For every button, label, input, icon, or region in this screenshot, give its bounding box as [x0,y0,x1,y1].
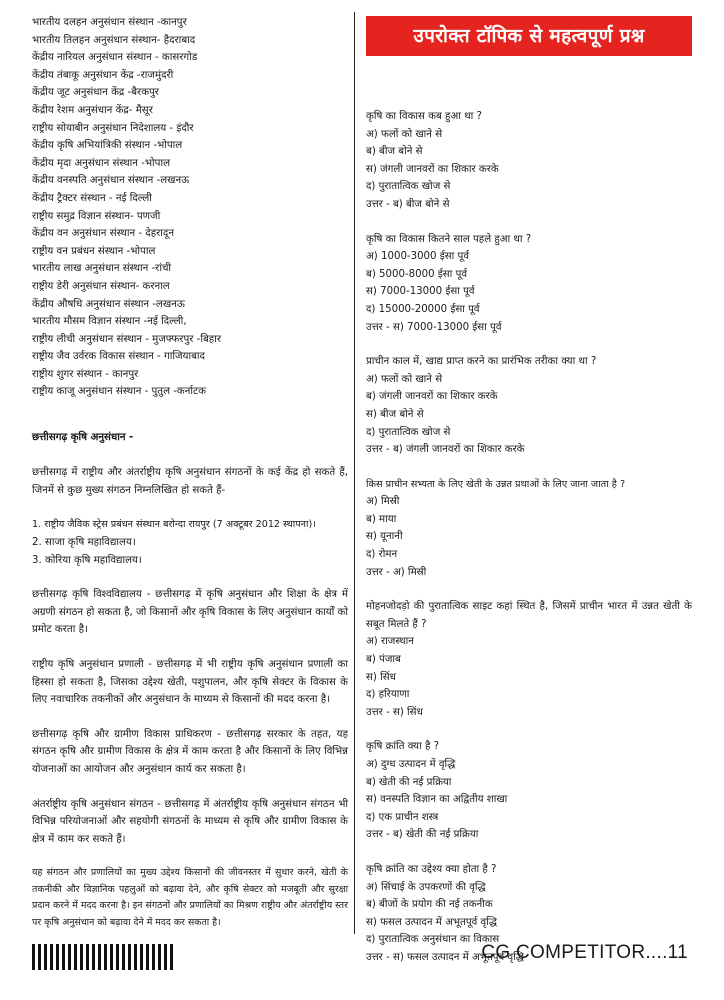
paragraph-cg-university: छत्तीसगढ़ कृषि विश्वविद्यालय - छत्तीसगढ़ में कृषि अनुसंधान और शिक्षा के क्षेत्र में अग्रणी संगठन हो सकता है, जो किसानों और कृषि विकास के लिए अनुसंधान कार्यों को प्रमोट करता है। [32,589,348,636]
option-item: स) जंगली जानवरों का शिकार करके [366,163,499,175]
answer-text: उत्तर - ब) बीज बोने से [366,198,450,210]
option-item: अ) राजस्थान [366,636,414,648]
option-item: अ) सिंचाई के उपकरणों की वृद्धि [366,881,486,893]
institute-item: केंद्रीय जूट अनुसंधान केंद्र -बैरकपुर [32,87,159,99]
option-item: स) 7000-13000 ईसा पूर्व [366,286,475,298]
question-block [366,231,692,337]
institute-item: भारतीय मौसम विज्ञान संस्थान -नई दिल्ली, [32,316,187,328]
institute-item: केंद्रीय ट्रैक्टर संस्थान - नई दिल्ली [32,192,152,204]
questions-banner: उपरोक्त टॉपिक से महत्वपूर्ण प्रश्न [366,16,692,56]
institute-list [32,14,348,401]
option-item: द) पुरातात्विक खोज से [366,181,451,193]
institute-item: राष्ट्रीय सोयाबीन अनुसंधान निदेशालय - इंदौर [32,122,194,134]
institute-item: राष्ट्रीय काजू अनुसंधान संस्थान - पुतुल -कर्नाटक [32,386,207,398]
intro-paragraph: छत्तीसगढ़ में राष्ट्रीय और अंतर्राष्ट्रीय कृषि अनुसंधान संगठनों के कई केंद्र हो सकते हैं, जिनमें से कुछ मुख्य संगठन निम्नलिखित हो सकते हैं- [32,467,348,496]
answer-text: उत्तर - स) फसल उत्पादन में अभूतपूर्व वृद्धि [366,951,524,963]
page-footer [0,936,724,996]
option-item: द) 15000-20000 ईसा पूर्व [366,303,480,315]
footer-page-label: CG COMPETITOR....11 [481,942,688,963]
answer-text: उत्तर - ब) खेती की नई प्रक्रिया [366,829,479,841]
option-item: ब) माया [366,513,397,525]
section-heading: छत्तीसगढ़ कृषि अनुसंधान - [32,431,134,443]
paragraph-rural-authority: छत्तीसगढ़ कृषि और ग्रामीण विकास प्राधिकरण - छत्तीसगढ़ सरकार के तहत, यह संगठन कृषि और ग्रामीण विकास के क्षेत्र में काम करता है और किसानों के लिए विभिन्न योजनाओं का आयोजन और अनुसंधान कार्य कर सकता है। [32,728,348,775]
question-text: कृषि क्रांति क्या है ? [366,741,440,753]
institute-item: राष्ट्रीय डेरी अनुसंधान संस्थान- करनाल [32,280,170,292]
column-divider [354,12,355,934]
question-block [366,353,692,459]
option-item: द) रोमन [366,549,398,561]
option-item: स) यूनानी [366,531,403,543]
list-item: 3. कोरिया कृषि महाविद्यालय। [32,554,142,566]
option-item: ब) पंजाब [366,654,401,666]
question-block [366,108,692,214]
question-text: किस प्राचीन सभ्यता के लिए खेती के उन्नत प्रथाओं के लिए जाना जाता है ? [366,478,626,490]
paragraph-international-org: अंतर्राष्ट्रीय कृषि अनुसंधान संगठन - छत्तीसगढ़ में अंतर्राष्ट्रीय कृषि अनुसंधान संगठन भी विभिन्न परियोजनाओं और सहयोगी संगठनों के माध्यम से कृषि और ग्रामीण विकास के क्षेत्र में काम कर सकते हैं। [32,798,348,845]
institute-item: केंद्रीय औषधि अनुसंधान संस्थान -लखनऊ [32,298,185,310]
institute-item: भारतीय तिलहन अनुसंधान संस्थान- हैदराबाद [32,34,196,46]
option-item: ब) जंगली जानवरों का शिकार करके [366,391,498,403]
institute-item: भारतीय लाख अनुसंधान संस्थान -रांची [32,263,172,275]
list-item: 2. साजा कृषि महाविद्यालय। [32,537,136,549]
left-column [32,14,348,931]
option-item: अ) फलों को खाने से [366,128,443,140]
closing-paragraph: यह संगठन और प्रणालियों का मुख्य उद्देश्य किसानों की जीवनस्तर में सुधार करने, खेती के तकनीकी और विज्ञानिक पहलुओं को बढ़ावा देने, और कृषि सेक्टर को मजबूती और सुरक्षा प्रदान करने में मदद करना है। इन संगठनों और प्रणालियों का मिश्रण राष्ट्रीय और अंतर्राष्ट्रीय स्तर पर कृषि अनुसंधान को बढ़ावा देने में मदद कर सकता है। [32,867,348,928]
option-item: ब) खेती की नई प्रक्रिया [366,776,452,788]
institute-item: केंद्रीय कृषि अभियांत्रिकी संस्थान -भोपाल [32,140,183,152]
institute-item: राष्ट्रीय वन प्रबंधन संस्थान -भोपाल [32,245,156,257]
list-item: 1. राष्ट्रीय जैविक स्ट्रेस प्रबंधन संस्थान बरोन्दा रायपुर (7 अक्टूबर 2012 स्थापना)। [32,519,316,531]
institute-item: केंद्रीय रेशम अनुसंधान केंद्र- मैसूर [32,104,153,116]
question-block [366,738,692,844]
institute-item: राष्ट्रीय लीची अनुसंधान संस्थान - मुजफ्फरपुर -बिहार [32,333,221,345]
answer-text: उत्तर - स) सिंध [366,706,423,718]
barcode-decoration [32,944,173,970]
paragraph-national-system: राष्ट्रीय कृषि अनुसंधान प्रणाली - छत्तीसगढ़ में भी राष्ट्रीय कृषि अनुसंधान प्रणाली का हिस्सा हो सकता है, जिसका उद्देश्य खेती, पशुपालन, और कृषि सेक्टर के विकास के लिए नवाचारिक तकनीकों और अनुसंधान के माध्यम से किसानों की मदद करना है। [32,659,348,706]
right-column [366,14,692,967]
question-text: प्राचीन काल में, खाद्य प्राप्त करने का प्रारंभिक तरीका क्या था ? [366,356,597,368]
option-item: स) बीज बोने से [366,408,424,420]
institute-item: केंद्रीय वनस्पति अनुसंधान संस्थान -लखनऊ [32,175,190,187]
answer-text: उत्तर - अ) मिस्री [366,566,427,578]
option-item: अ) मिस्री [366,496,400,508]
question-block [366,476,692,582]
option-item: अ) 1000-3000 ईसा पूर्व [366,251,469,263]
institute-item: भारतीय दलहन अनुसंधान संस्थान -कानपुर [32,17,187,28]
option-item: द) पुरातात्विक अनुसंधान का विकास [366,934,500,946]
option-item: द) एक प्राचीन शस्त्र [366,811,439,823]
institute-item: राष्ट्रीय समुद्र विज्ञान संस्थान- पणजी [32,210,161,222]
institute-item: केंद्रीय नारियल अनुसंधान संस्थान - कासरगोड [32,52,198,64]
institute-item: केंद्रीय मृदा अनुसंधान संस्थान -भोपाल [32,157,171,169]
answer-text: उत्तर - ब) जंगली जानवरों का शिकार करके [366,444,525,456]
question-text: कृषि का विकास कब हुआ था ? [366,111,482,122]
option-item: स) वनस्पति विज्ञान का अद्वितीय शाखा [366,794,508,806]
institute-item: राष्ट्रीय शुगर संस्थान - कानपुर [32,368,139,380]
option-item: द) हरियाणा [366,689,410,701]
option-item: ब) बीज बोने से [366,146,423,158]
question-text: मोहनजोदड़ो की पुरातात्विक साइट कहां स्थित है, जिसमें प्राचीन भारत में उन्नत खेती के सबूत मिलते हैं ? [366,601,692,630]
option-item: ब) 5000-8000 ईसा पूर्व [366,268,468,280]
option-item: अ) फलों को खाने से [366,373,443,385]
option-item: स) फसल उत्पादन में अभूतपूर्व वृद्धि [366,916,497,928]
institute-item: केंद्रीय वन अनुसंधान संस्थान - देहरादून [32,228,174,240]
option-item: ब) बीजों के प्रयोग की नई तकनीक [366,899,493,911]
numbered-list [32,516,348,569]
question-block [366,598,692,721]
option-item: अ) दुग्ध उत्पादन में वृद्धि [366,759,456,770]
institute-item: केंद्रीय तंबाकू अनुसंधान केंद्र -राजमुंदरी [32,69,174,81]
institute-item: राष्ट्रीय जैव उर्वरक विकास संस्थान - गाजियाबाद [32,351,205,363]
question-text: कृषि क्रांति का उद्देश्य क्या होता है ? [366,863,497,875]
question-text: कृषि का विकास कितने साल पहले हुआ था ? [366,233,532,245]
option-item: द) पुरातात्विक खोज से [366,426,451,438]
answer-text: उत्तर - स) 7000-13000 ईसा पूर्व [366,321,502,333]
option-item: स) सिंध [366,671,396,683]
